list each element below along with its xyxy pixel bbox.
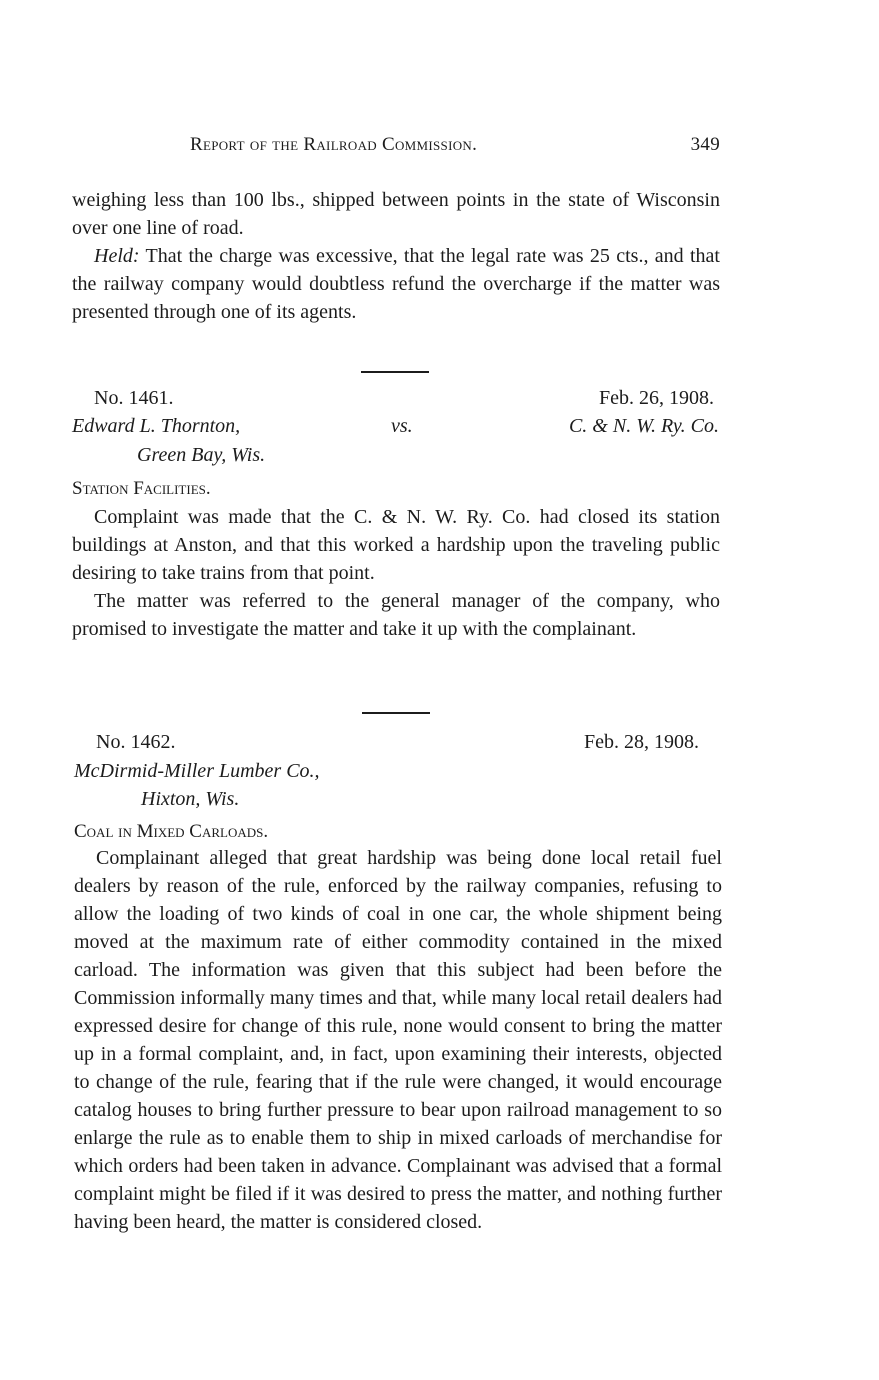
running-header [190, 134, 720, 156]
case-1462-number: No. 1462. [96, 731, 176, 753]
intro-section [72, 186, 720, 326]
running-title: Report of the Railroad Commission. [190, 134, 478, 155]
case-1461-body [72, 503, 720, 643]
case-1462-date: Feb. 28, 1908. [584, 731, 699, 753]
case-1461-location: Green Bay, Wis. [137, 444, 266, 466]
case-1461-respondent: C. & N. W. Ry. Co. [568, 415, 719, 437]
section-divider [361, 371, 429, 373]
held-label: Held: [94, 245, 140, 267]
case-1461-subject: Station Facilities. [72, 478, 211, 499]
case-1462-paragraph-1: Complainant alleged that great hardship was being done local retail fuel dealers by reason of the rule, enforced by the railway companies, refusing to allow the loading of two kinds of coal in one car, the whole shipment being moved at the maximum rate of either commodity contained in the mixed carload. The information was given that this subject had been before the Commission informally many times and that, while many local retail dealers had expressed desire for change of this rule, none would consent to bring the matter up in a formal complaint, and, in fact, upon examining their interests, objected to change of the rule, fearing that if the rule were changed, it would encourage catalog houses to bring further pressure to bear upon railroad management to so enlarge the rule as to enable them to ship in mixed carloads of merchandise for which orders had been taken in advance. Complainant was advised that a formal complaint might be filed if it was desired to press the matter, and nothing further having been heard, the matter is considered closed. [74, 847, 722, 1233]
case-1462-subject: Coal in Mixed Carloads. [74, 821, 269, 842]
case-1462-complainant: McDirmid-Miller Lumber Co., [74, 760, 320, 782]
section-divider [362, 712, 430, 714]
case-1461-paragraph-1: Complaint was made that the C. & N. W. Ry. Co. had closed its station buildings at Anston, and that this worked a hardship upon the traveling public desiring to take trains from that point. [72, 506, 720, 584]
held-paragraph [72, 242, 720, 326]
held-text: That the charge was excessive, that the legal rate was 25 cts., and that the railway company would doubtless refund the overcharge if the matter was presented through one of its agents. [72, 245, 720, 323]
case-1462-body [74, 844, 722, 1236]
case-1461-versus: vs. [391, 415, 413, 437]
page-number: 349 [690, 134, 720, 155]
case-1461-complainant: Edward L. Thornton, [72, 415, 241, 437]
case-1461-paragraph-2: The matter was referred to the general manager of the company, who promised to investigate the matter and take it up with the complainant. [72, 590, 720, 640]
intro-paragraph: weighing less than 100 lbs., shipped between points in the state of Wisconsin over one line of road. [72, 189, 720, 239]
case-1461-date: Feb. 26, 1908. [599, 387, 714, 409]
case-1461-number: No. 1461. [94, 387, 174, 409]
case-1462-location: Hixton, Wis. [141, 788, 240, 810]
